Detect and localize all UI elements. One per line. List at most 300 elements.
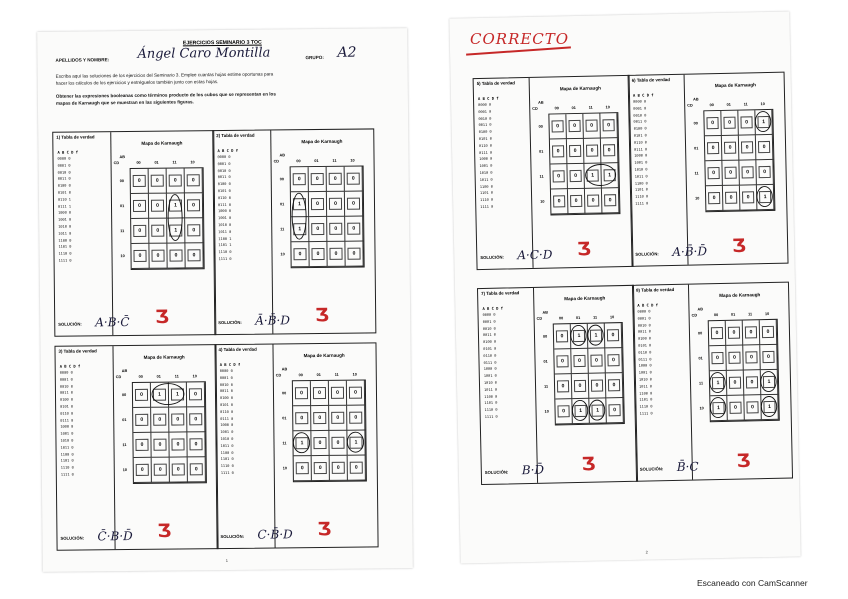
kmap-row-code: 00 <box>119 178 124 183</box>
kmap-cell: 0 <box>744 395 762 420</box>
kmap-cell: 0 <box>294 456 312 481</box>
kmap-grid <box>708 319 780 422</box>
kmap-column-headers <box>132 374 204 379</box>
problem-panel <box>477 285 638 485</box>
kmap-column-code: 00 <box>554 106 559 111</box>
kmap-column-code: 10 <box>350 158 355 163</box>
problem-panel <box>632 282 793 482</box>
kmap-column-code: 00 <box>296 159 301 164</box>
kmap-cell: 0 <box>709 321 727 346</box>
kmap-row-code: 01 <box>539 149 544 154</box>
kmap-cell: 1 <box>167 218 185 243</box>
kmap-row-code: 00 <box>542 334 548 339</box>
kmap-cell: 0 <box>347 381 365 406</box>
kmap-column-code: 00 <box>558 316 564 321</box>
kmap-column-code: 11 <box>174 374 179 379</box>
kmap-cell: 0 <box>554 349 572 374</box>
kmap-column-code: 10 <box>352 372 357 377</box>
kmap-cell: 0 <box>345 192 363 217</box>
kmap-ab-label: AB <box>119 155 126 160</box>
correct-mark: Ʒ <box>317 518 332 541</box>
kmap-cell: 0 <box>568 189 586 214</box>
kmap-column-code: 01 <box>575 315 581 321</box>
kmap-cell: 0 <box>185 193 203 218</box>
kmap-row-code: 10 <box>699 405 704 410</box>
kmap-cd-label: CD <box>687 103 693 108</box>
kmap-cell: 0 <box>606 398 624 423</box>
solution-expression: Ā·B̄·D <box>255 313 291 328</box>
kmap-column-code: 11 <box>332 158 337 163</box>
kmap-cell: 0 <box>309 167 327 192</box>
kmap-row-code: 11 <box>280 226 285 231</box>
truth-table-rows: 0000 0 0001 0 0010 0 0011 0 0100 0 0101 0 0110 0 0111 0 1000 0 1001 0 1010 0 1011 0 1100 0 1101 0 1110 0 1111 0 <box>59 370 74 477</box>
kmap-cell: 0 <box>133 408 151 433</box>
kmap-cell: 1 <box>601 163 619 188</box>
kmap-cell: 0 <box>347 406 365 431</box>
kmap-cell: 0 <box>756 160 774 185</box>
truth-table-header: A B C D f <box>57 149 79 155</box>
kmap-row-code: 11 <box>282 440 287 445</box>
solution-label: SOLUCIÓN: <box>635 251 659 257</box>
kmap-cell: 0 <box>555 374 573 399</box>
solution-label: SOLUCIÓN: <box>218 319 242 326</box>
kmap-row-code: 01 <box>698 355 703 360</box>
kmap-cell: 1 <box>293 431 311 456</box>
kmap-cell: 0 <box>605 348 623 373</box>
kmap-cell: 0 <box>327 242 345 267</box>
problem-panel <box>214 342 378 549</box>
solution-expression: A·B̄·D̄ <box>672 244 708 260</box>
kmap-row-code: 10 <box>280 251 285 256</box>
kmap-cell: 0 <box>744 370 762 395</box>
kmap-column-code: 11 <box>334 372 339 377</box>
truth-table-header: A B C D f <box>59 363 81 369</box>
kmap-row-code: 01 <box>119 203 125 208</box>
kmap-cell: 0 <box>739 160 757 185</box>
kmap-row-code: 00 <box>693 120 698 126</box>
kmap-column-code: 11 <box>748 312 753 317</box>
kmap-cell: 0 <box>312 456 330 481</box>
solution-label: SOLUCIÓN: <box>220 533 245 540</box>
problem-panel <box>52 130 216 337</box>
kmap-column-code: 10 <box>609 315 615 320</box>
truth-table-header: A B C D f <box>482 305 504 311</box>
kmap-column-code: 01 <box>316 372 321 378</box>
kmap-cell: 0 <box>134 458 152 483</box>
kmap-column-code: 00 <box>713 313 719 318</box>
kmap-cell: 0 <box>291 242 309 267</box>
kmap-cell: 0 <box>133 433 151 458</box>
solution-label: SOLUCIÓN: <box>639 466 664 472</box>
kmap-cell: 0 <box>131 194 149 219</box>
kmap-cell: 0 <box>572 374 590 399</box>
kmap-cell: 0 <box>293 406 311 431</box>
truth-table-header: A B C D f <box>632 92 654 98</box>
kmap-grid <box>130 167 205 270</box>
kmap-row-code: 01 <box>282 415 287 420</box>
kmap-cell: 0 <box>605 323 623 348</box>
kmap-cd-label: CD <box>532 106 538 111</box>
kmap-row-code: 01 <box>694 145 699 151</box>
kmap-cell: 0 <box>327 167 345 192</box>
kmap-cell: 0 <box>550 139 568 164</box>
truth-table-rows: 0000 0 0001 0 0010 0 0011 0 0100 0 0101 0 0110 0 0111 0 1000 0 1001 0 1010 0 1011 0 1100 1 1101 1 1110 0 1111 0 <box>217 154 232 262</box>
exercise-sheet-page-1 <box>37 28 413 572</box>
kmap-cell: 0 <box>721 111 739 136</box>
truth-table-header: A B C D f <box>217 147 239 154</box>
problem-number: 3) Tabla de verdad <box>58 348 97 354</box>
correct-mark: Ʒ <box>157 520 172 542</box>
kmap-cell: 0 <box>309 217 327 242</box>
kmap-cell: 0 <box>756 135 774 160</box>
kmap-row-code: 10 <box>540 199 545 204</box>
kmap-ab-label: AB <box>542 310 549 315</box>
kmap-cell: 0 <box>152 458 170 483</box>
kmap-cell: 0 <box>187 432 205 457</box>
kmap-column-code: 01 <box>314 159 319 164</box>
kmap-cell: 0 <box>311 381 329 406</box>
kmap-cell: 0 <box>329 406 347 431</box>
kmap-cell: 0 <box>722 136 740 161</box>
kmap-cell: 0 <box>743 320 761 345</box>
kmap-column-code: 00 <box>138 374 143 379</box>
kmap-title: Mapa de Karnaugh <box>714 82 756 89</box>
kmap-grid <box>292 380 367 483</box>
kmap-grid <box>703 109 775 212</box>
kmap-title: Mapa de Karnaugh <box>719 292 761 299</box>
page-number: 1 <box>225 557 228 564</box>
kmap-cell: 1 <box>167 193 185 218</box>
kmap-cell: 0 <box>330 456 348 481</box>
kmap-cell: 0 <box>705 161 723 186</box>
problem-number: 6) Tabla de verdad <box>631 77 670 83</box>
kmap-row-code: 00 <box>281 390 287 395</box>
kmap-ab-label: AB <box>538 100 544 105</box>
task-line-1: Obtener las expresiones booleanas como términos producto de los cubos que se representan en los <box>55 91 276 99</box>
kmap-cell: 0 <box>760 320 778 345</box>
kmap-column-headers <box>292 373 364 378</box>
kmap-column-code: 11 <box>593 315 598 320</box>
kmap-title: Mapa de Karnaugh <box>301 138 343 145</box>
problem-panel <box>54 344 218 551</box>
kmap-title: Mapa de Karnaugh <box>143 354 185 360</box>
solution-expression: A·B·C̄ <box>95 315 130 330</box>
truth-table-header: A B C D f <box>219 361 241 368</box>
kmap-column-code: 11 <box>588 105 593 110</box>
problem-panel <box>473 75 634 270</box>
correct-mark: Ʒ <box>736 450 751 472</box>
kmap-cell: 0 <box>133 383 151 408</box>
kmap-cell: 0 <box>185 168 203 193</box>
kmap-cell: 0 <box>327 192 345 217</box>
kmap-cell: 0 <box>722 161 740 186</box>
kmap-cell: 1 <box>291 192 309 217</box>
kmap-column-code: 01 <box>571 105 576 111</box>
kmap-ab-label: AB <box>281 367 288 372</box>
kmap-cd-label: CD <box>273 159 280 164</box>
kmap-cell: 1 <box>761 395 779 420</box>
kmap-cell: 1 <box>291 217 309 242</box>
kmap-cell: 0 <box>739 135 757 160</box>
kmap-column-code: 01 <box>730 312 736 317</box>
kmap-cell: 0 <box>149 219 167 244</box>
kmap-row-code: 11 <box>539 174 544 179</box>
kmap-column-headers <box>130 160 202 165</box>
kmap-row-code: 00 <box>121 392 127 397</box>
kmap-cell: 1 <box>588 323 606 348</box>
kmap-cd-label: CD <box>536 316 543 321</box>
kmap-cell: 0 <box>549 114 567 139</box>
kmap-column-code: 10 <box>760 102 765 107</box>
kmap-cell: 0 <box>606 373 624 398</box>
kmap-cell: 0 <box>566 114 584 139</box>
kmap-cell: 0 <box>169 407 187 432</box>
kmap-column-code: 10 <box>192 374 197 379</box>
kmap-cell: 0 <box>167 168 185 193</box>
kmap-cell: 0 <box>170 457 188 482</box>
truth-table-rows: 0000 0 0001 0 0010 0 0011 0 0100 0 0101 0 0110 0 0111 0 1000 0 1001 0 1010 0 1011 0 1100 0 1101 0 1110 0 1111 0 <box>219 368 234 476</box>
kmap-cell: 0 <box>311 406 329 431</box>
truth-table-rows: 0000 0 0001 0 0010 0 0011 0 0100 0 0101 0 0110 1 0111 1 1000 0 1001 0 1010 0 1011 0 1100 0 1101 0 1110 0 1111 0 <box>57 156 72 263</box>
kmap-ab-label: AB <box>693 97 699 102</box>
kmap-cell: 0 <box>169 432 187 457</box>
kmap-cell: 0 <box>760 345 778 370</box>
kmap-cell: 0 <box>149 169 167 194</box>
kmap-cell: 0 <box>585 188 603 213</box>
kmap-cell: 0 <box>727 371 745 396</box>
kmap-column-headers <box>290 159 362 164</box>
problem-number: 5) Tabla de verdad <box>476 80 515 87</box>
kmap-cell: 0 <box>551 189 569 214</box>
kmap-cd-label: CD <box>275 373 282 378</box>
kmap-cell: 0 <box>149 194 167 219</box>
correct-mark: Ʒ <box>576 238 592 260</box>
kmap-cell: 0 <box>601 138 619 163</box>
kmap-row-code: 11 <box>698 380 704 385</box>
kmap-row-code: 11 <box>544 384 549 389</box>
kmap-title: Mapa de Karnaugh <box>564 295 606 302</box>
kmap-cd-label: CD <box>115 375 122 380</box>
kmap-cell: 0 <box>329 381 347 406</box>
kmap-cell: 0 <box>554 324 572 349</box>
truth-table-rows: 0000 0 0001 0 0010 0 0011 0 0100 0 0101 0 0110 0 0111 0 1000 0 1001 0 1010 0 1011 0 1100 0 1101 0 1110 0 1111 0 <box>633 99 649 206</box>
solution-expression: C·B̄·D <box>257 527 293 542</box>
kmap-cell: 0 <box>726 321 744 346</box>
kmap-row-code: 10 <box>695 195 700 201</box>
scanner-watermark: Escaneado con CamScanner <box>697 578 808 588</box>
kmap-cell: 0 <box>583 113 601 138</box>
kmap-cell: 0 <box>567 139 585 164</box>
kmap-column-code: 00 <box>136 160 141 165</box>
kmap-cell: 0 <box>345 242 363 267</box>
kmap-cell: 1 <box>151 383 169 408</box>
truth-table-rows: 0000 0 0001 0 0010 0 0011 0 0100 0 0101 0 0110 0 0111 0 1000 0 1001 0 1010 0 1011 0 1100 0 1101 0 1110 0 1111 0 <box>637 309 653 416</box>
kmap-cell: 0 <box>555 399 573 424</box>
kmap-ab-label: AB <box>697 307 704 312</box>
kmap-cell: 0 <box>185 243 203 268</box>
kmap-cell: 0 <box>151 408 169 433</box>
name-label: APELLIDOS Y NOMBRE: <box>55 57 110 63</box>
kmap-cell: 0 <box>167 243 185 268</box>
kmap-column-headers <box>553 315 621 320</box>
kmap-column-headers <box>708 312 776 317</box>
correct-mark: Ʒ <box>155 306 170 328</box>
kmap-cell: 1 <box>589 398 607 423</box>
kmap-column-code: 01 <box>154 160 159 165</box>
kmap-cell: 0 <box>705 136 723 161</box>
kmap-cell: 0 <box>704 111 722 136</box>
kmap-column-code: 11 <box>172 160 177 165</box>
kmap-cell: 0 <box>151 433 169 458</box>
kmap-cell: 0 <box>309 192 327 217</box>
kmap-cd-label: CD <box>113 161 120 166</box>
kmap-cell: 0 <box>600 113 618 138</box>
kmap-cell: 0 <box>345 217 363 242</box>
kmap-cell: 0 <box>589 373 607 398</box>
solution-expression: B̄·C <box>676 459 699 474</box>
kmap-row-code: 10 <box>544 409 549 414</box>
kmap-cell: 0 <box>131 244 149 269</box>
kmap-cell: 0 <box>743 345 761 370</box>
group-label: GRUPO: <box>305 54 324 61</box>
kmap-cell: 0 <box>706 186 724 211</box>
kmap-column-code: 10 <box>190 160 195 165</box>
kmap-title: Mapa de Karnaugh <box>141 140 183 146</box>
correct-mark: Ʒ <box>731 235 747 257</box>
kmap-cell: 0 <box>567 164 585 189</box>
kmap-row-code: 11 <box>120 228 125 233</box>
kmap-cell: 0 <box>188 457 206 482</box>
kmap-title: Mapa de Karnaugh <box>559 85 601 92</box>
kmap-cell: 0 <box>348 456 366 481</box>
kmap-cell: 0 <box>327 217 345 242</box>
kmap-cell: 0 <box>185 218 203 243</box>
kmap-cell: 0 <box>187 407 205 432</box>
kmap-cell: 0 <box>738 110 756 135</box>
kmap-cell: 0 <box>131 169 149 194</box>
problem-number: 7) Tabla de verdad <box>481 290 520 297</box>
kmap-cell: 0 <box>329 431 347 456</box>
correct-mark: Ʒ <box>581 453 596 475</box>
instructions-line-1: Escriba aquí las soluciones de los ejercicios del Seminario 3. Emplee cuantas hojas estime oportunas para <box>55 71 274 79</box>
kmap-cell: 0 <box>149 244 167 269</box>
kmap-cell: 0 <box>726 346 744 371</box>
exercise-sheet-page-2 <box>449 11 800 563</box>
truth-table-header: A B C D f <box>637 302 659 308</box>
kmap-row-code: 10 <box>122 467 128 472</box>
problem-number: 1) Tabla de verdad <box>56 134 95 140</box>
kmap-column-code: 11 <box>743 102 748 107</box>
kmap-ab-label: AB <box>121 369 128 374</box>
kmap-column-code: 01 <box>726 102 731 107</box>
kmap-cell: 0 <box>131 219 149 244</box>
grade-annotation: CORRECTO <box>470 30 570 48</box>
kmap-cell: 0 <box>571 349 589 374</box>
kmap-cell: 0 <box>709 346 727 371</box>
kmap-cell: 1 <box>584 163 602 188</box>
solution-label: SOLUCIÓN: <box>58 321 82 327</box>
kmap-cell: 0 <box>309 242 327 267</box>
kmap-cell: 0 <box>311 431 329 456</box>
kmap-cell: 1 <box>571 324 589 349</box>
kmap-row-code: 11 <box>122 442 127 447</box>
solution-label: SOLUCIÓN: <box>480 254 504 261</box>
kmap-column-code: 10 <box>764 311 770 317</box>
truth-table-rows: 0000 0 0001 0 0010 0 0011 0 0100 0 0101 0 0110 0 0111 0 1000 0 1001 0 1010 0 1011 0 1100 0 1101 0 1110 0 1111 0 <box>478 102 494 209</box>
kmap-cell: 0 <box>345 167 363 192</box>
sheet-title: EJERCICIOS SEMINARIO 3 TOC <box>182 39 262 47</box>
kmap-column-code: 00 <box>298 373 303 378</box>
kmap-grid <box>290 166 365 269</box>
kmap-cell: 1 <box>710 371 728 396</box>
kmap-cell: 1 <box>761 370 779 395</box>
problem-panel <box>212 128 376 335</box>
kmap-cell: 0 <box>723 186 741 211</box>
kmap-cell: 0 <box>602 188 620 213</box>
kmap-column-headers <box>703 102 771 107</box>
solution-label: SOLUCIÓN: <box>60 535 85 541</box>
problem-number: 2) Tabla de verdad <box>216 132 255 139</box>
kmap-column-code: 10 <box>605 105 610 110</box>
truth-table-rows: 0000 0 0001 0 0010 0 0011 0 0100 0 0101 0 0110 0 0111 0 1000 0 1001 0 1010 0 1011 0 1100 0 1101 0 1110 0 1111 0 <box>482 312 498 419</box>
solution-label: SOLUCIÓN: <box>484 469 509 475</box>
kmap-column-code: 00 <box>709 103 714 108</box>
kmap-cell: 1 <box>347 431 365 456</box>
task-line-2: mapas de Karnaugh que se muestran en las siguientes figuras. <box>55 99 194 106</box>
kmap-row-code: 01 <box>543 359 548 364</box>
kmap-cell: 0 <box>740 185 758 210</box>
instructions-line-2: hacer los cálculos de los ejercicios y entréguelos también junto con estas hojas. <box>55 79 219 86</box>
solution-expression: A·C·D <box>517 247 553 263</box>
kmap-row-code: 11 <box>694 170 699 176</box>
kmap-row-code: 00 <box>697 330 703 335</box>
kmap-cell: 0 <box>588 348 606 373</box>
problem-number: 4) Tabla de verdad <box>218 346 257 353</box>
kmap-cell: 0 <box>187 382 205 407</box>
kmap-cell: 0 <box>584 138 602 163</box>
kmap-row-code: 10 <box>282 465 288 470</box>
kmap-cell: 0 <box>727 396 745 421</box>
kmap-cd-label: CD <box>691 313 698 318</box>
kmap-cell: 1 <box>169 382 187 407</box>
kmap-cell: 0 <box>293 381 311 406</box>
kmap-row-code: 01 <box>122 417 127 422</box>
truth-table-header: A B C D f <box>477 95 499 102</box>
kmap-column-headers <box>548 105 616 110</box>
problem-number: 8) Tabla de verdad <box>636 286 675 293</box>
kmap-row-code: 01 <box>279 201 285 206</box>
kmap-cell: 1 <box>755 110 773 135</box>
kmap-row-code: 00 <box>279 176 284 181</box>
group-value: A2 <box>337 44 357 61</box>
name-value: Ángel Caro Montilla <box>137 45 271 62</box>
solution-expression: B·D̄ <box>521 462 545 478</box>
problem-panel <box>628 72 789 267</box>
kmap-title: Mapa de Karnaugh <box>303 352 345 359</box>
kmap-cell: 0 <box>550 164 568 189</box>
kmap-grid <box>548 112 620 215</box>
kmap-cell: 0 <box>291 167 309 192</box>
kmap-cell: 1 <box>710 396 728 421</box>
kmap-row-code: 00 <box>538 124 543 129</box>
solution-expression: C̄·B·D̄ <box>97 528 133 544</box>
kmap-row-code: 10 <box>120 253 125 258</box>
kmap-ab-label: AB <box>279 153 285 158</box>
kmap-cell: 1 <box>572 399 590 424</box>
page-number: 2 <box>645 549 648 555</box>
kmap-grid <box>553 322 625 425</box>
kmap-grid <box>132 381 207 484</box>
